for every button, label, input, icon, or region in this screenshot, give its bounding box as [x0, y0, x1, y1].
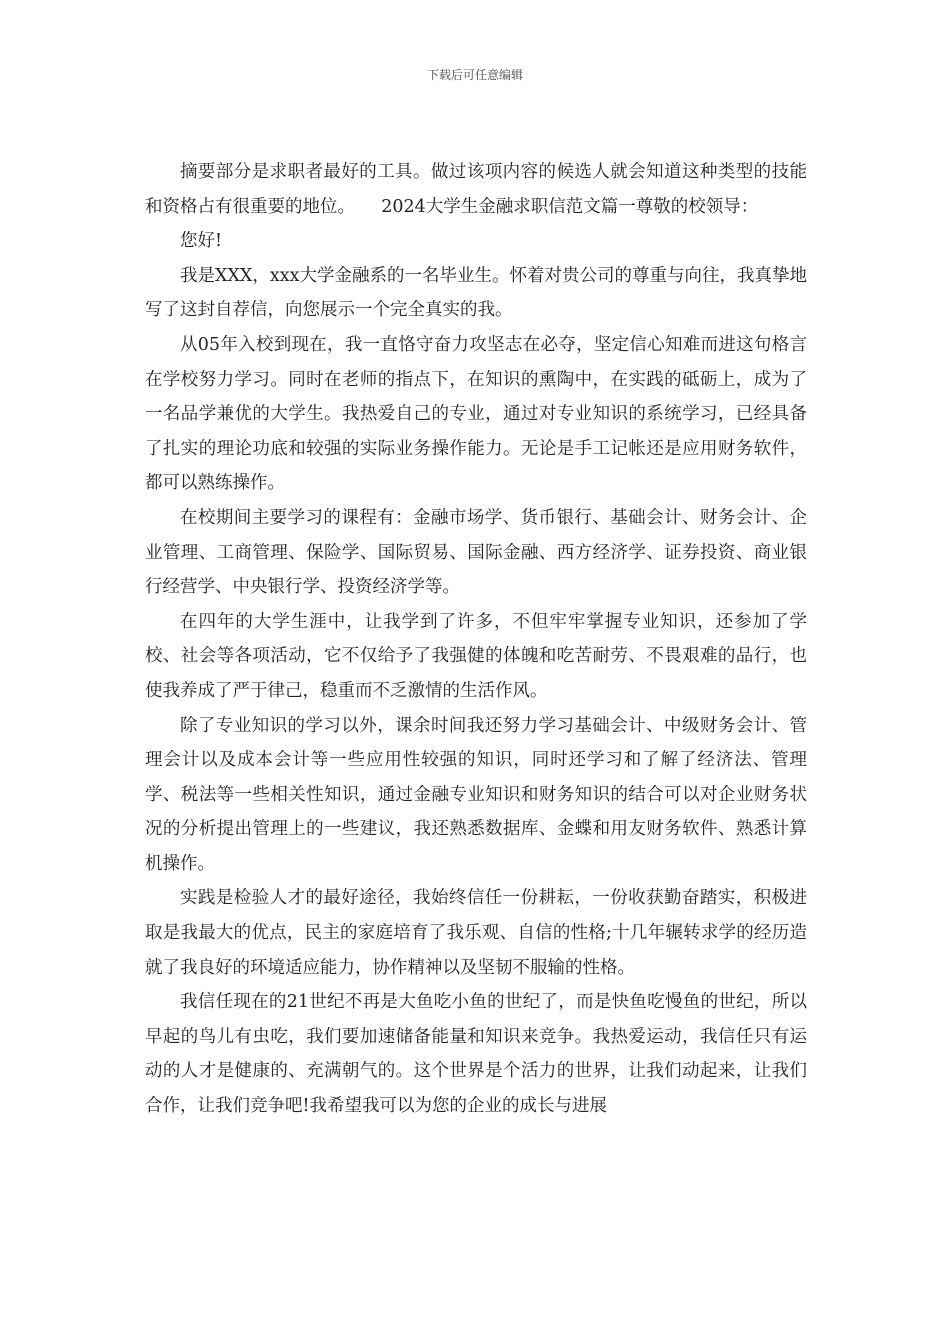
- paragraph-closing: 我信任现在的21世纪不再是大鱼吃小鱼的世纪了，而是快鱼吃慢鱼的世纪，所以早起的鸟儿有虫吃，我们要加速储备能量和知识来竞争。我热爱运动，我信任只有运动的人才是健康的、充满朝气的。这个世界是个活力的世界，让我们动起来，让我们合作，让我们竞争吧!我希望我可以为您的企业的成长与进展: [145, 992, 807, 1117]
- letter-body: [145, 155, 807, 1124]
- paragraph-university-life: 在四年的大学生涯中，让我学到了许多，不但牢牢掌握专业知识，还参加了学校、社会等各项活动，它不仅给予了我强健的体魄和吃苦耐劳、不畏艰难的品行，也使我养成了严于律己，稳重而不乏激情的生活作风。: [145, 611, 807, 701]
- paragraph-study-experience: 从05年入校到现在，我一直恪守奋力攻坚志在必夺，坚定信心知难而进这句格言在学校努力学习。同时在老师的指点下，在知识的熏陶中，在实践的砥砺上，成为了一名品学兼优的大学生。我热爱自己的专业，通过对专业知识的系统学习，已经具备了扎实的理论功底和较强的实际业务操作能力。无论是手工记帐还是应用财务软件，都可以熟练操作。: [145, 334, 807, 494]
- paragraph-courses: 在校期间主要学习的课程有：金融市场学、货币银行、基础会计、财务会计、企业管理、工商管理、保险学、国际贸易、国际金融、西方经济学、证券投资、商业银行经营学、中央银行学、投资经济学等。: [145, 507, 807, 598]
- paragraph-summary: 摘要部分是求职者最好的工具。做过该项内容的候选人就会知道这种类型的技能和资格占有很重要的地位。 2024大学生金融求职信范文篇一尊敬的校领导：: [145, 162, 807, 217]
- paragraph-extra-learning: 除了专业知识的学习以外，课余时间我还努力学习基础会计、中级财务会计、管理会计以及成本会计等一些应用性较强的知识，同时还学习和了解了经济法、管理学、税法等一些相关性知识，通过金融专业知识和财务知识的结合可以对企业财务状况的分析提出管理上的一些建议，我还熟悉数据库、金蝶和用友财务软件、熟悉计算机操作。: [145, 715, 807, 874]
- paragraph-practice: 实践是检验人才的最好途径，我始终信任一份耕耘，一份收获勤奋踏实，积极进取是我最大的优点，民主的家庭培育了我乐观、自信的性格;十几年辗转求学的经历造就了我良好的环境适应能力，协作精神以及坚韧不服输的性格。: [145, 888, 807, 978]
- paragraph-introduction: 我是XXX，xxx大学金融系的一名毕业生。怀着对贵公司的尊重与向往，我真挚地写了这封自荐信，向您展示一个完全真实的我。: [145, 265, 807, 321]
- paragraph-greeting: 您好!: [180, 231, 223, 252]
- page-header: 下载后可任意编辑: [426, 68, 523, 82]
